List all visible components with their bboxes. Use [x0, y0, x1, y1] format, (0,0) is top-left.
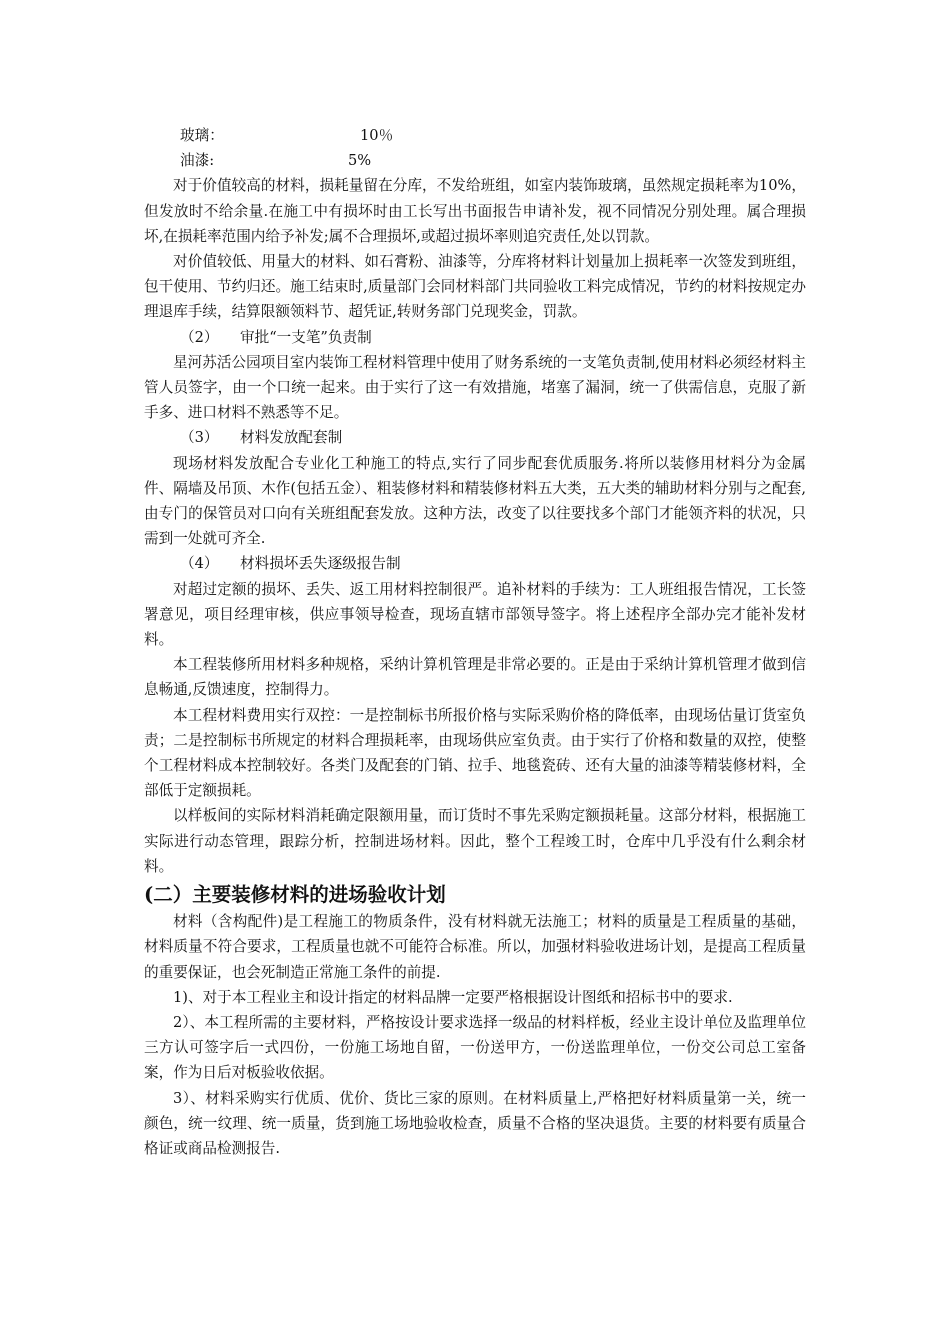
paragraph: 以样板间的实际材料消耗确定限额用量，而订货时不事先采购定额损耗量。这部分材料，根据施工实际进行动态管理，跟踪分析，控制进场材料。因此，整个工程竣工时，仓库中几乎没有什么剩余材料。: [144, 807, 806, 875]
paragraph: 对价值较低、用量大的材料、如石膏粉、油漆等，分库将材料计划量加上损耗率一次签发到班组，包干使用、节约归还。施工结束时,质量部门会同材料部门共同验收工料完成情况，节约的材料按规定办理退库手续，结算限额领料节、超凭证,转财务部门兑现奖金，罚款。: [144, 253, 806, 321]
document-body: [144, 123, 806, 1161]
item-title: 材料损坏丢失逐级报告制: [240, 555, 401, 573]
paragraph: 对于价值较高的材料，损耗量留在分库，不发给班组，如室内装饰玻璃，虽然规定损耗率为10%，但发放时不给余量.在施工中有损坏时由工长写出书面报告申请补发，视不同情况分别处理。属合理损坏,在损耗率范围内给予补发;属不合理损坏,或超过损坏率则追究责任,处以罚款。: [144, 177, 806, 245]
paragraph: 现场材料发放配合专业化工种施工的特点,实行了同步配套优质服务.将所以装修用材料分为金属件、隔墙及吊顶、木作(包括五金）、粗装修材料和精装修材料五大类，五大类的辅助材料分别与之配套,由专门的保管员对口向有关班组配套发放。这种方法，改变了以往要找多个部门才能领齐料的状况，只需到一处就可齐全.: [144, 454, 806, 548]
section-heading: (二）主要装修材料的进场验收计划: [144, 883, 446, 907]
paragraph: 材料（含构配件)是工程施工的物质条件，没有材料就无法施工；材料的质量是工程质量的基础，材料质量不符合要求，工程质量也就不可能符合标准。所以，加强材料验收进场计划，是提高工程质量的重要保证，也会死制造正常施工条件的前提.: [144, 913, 806, 981]
item-heading: [144, 425, 806, 450]
paragraph: 3）、材料采购实行优质、优价、货比三家的原则。在材料质量上,严格把好材料质量第一关，统一颜色，统一纹理、统一质量，货到施工场地验收检查，质量不合格的坚决退货。主要的材料要有质量合格证或商品检测报告.: [144, 1089, 806, 1157]
rate-label: 油漆:: [180, 152, 215, 170]
item-number: （4）: [180, 555, 219, 573]
item-heading: [144, 551, 806, 576]
rate-value: 5%: [348, 152, 372, 170]
paragraph: 本工程材料费用实行双控：一是控制标书所报价格与实际采购价格的降低率，由现场估量订货室负责；二是控制标书所规定的材料合理损耗率，由现场供应室负责。由于实行了价格和数量的双控，使整个工程材料成本控制较好。各类门及配套的门销、拉手、地毯瓷砖、还有大量的油漆等精装修材料，全部低于定额损耗。: [144, 706, 806, 800]
rate-value: 10％: [360, 127, 394, 144]
item-number: （2）: [180, 328, 219, 346]
item-title: 审批“一支笔”负责制: [240, 328, 372, 346]
rate-line-paint: [144, 148, 806, 173]
paragraph: 星河苏活公园项目室内装饰工程材料管理中使用了财务系统的一支笔负责制,使用材料必须经材料主管人员签字，由一个口统一起来。由于实行了这一有效措施，堵塞了漏洞，统一了供需信息，克服了新手多、进口材料不熟悉等不足。: [144, 353, 806, 422]
paragraph: 2）、本工程所需的主要材料，严格按设计要求选择一级品的材料样板，经业主设计单位及监理单位三方认可签字后一式四份，一份施工场地自留，一份送甲方，一份送监理单位，一份交公司总工室备案，作为日后对板验收依据。: [144, 1013, 806, 1082]
item-title: 材料发放配套制: [240, 429, 343, 447]
paragraph: 对超过定额的损坏、丢失、返工用材料控制很严。追补材料的手续为：工人班组报告情况，工长签署意见，项目经理审核，供应事领导检查，现场直辖市部领导签字。将上述程序全部办完才能补发材料。: [144, 580, 806, 649]
paragraph: 本工程装修所用材料多种规格，采纳计算机管理是非常必要的。正是由于采纳计算机管理才做到信息畅通,反馈速度，控制得力。: [144, 656, 806, 699]
rate-label: 玻璃：: [180, 127, 224, 144]
item-heading: [144, 325, 806, 350]
item-number: （3）: [180, 429, 219, 447]
paragraph: 1)、对于本工程业主和设计指定的材料品牌一定要严格根据设计图纸和招标书中的要求.: [173, 988, 733, 1006]
rate-line-glass: [144, 123, 806, 148]
